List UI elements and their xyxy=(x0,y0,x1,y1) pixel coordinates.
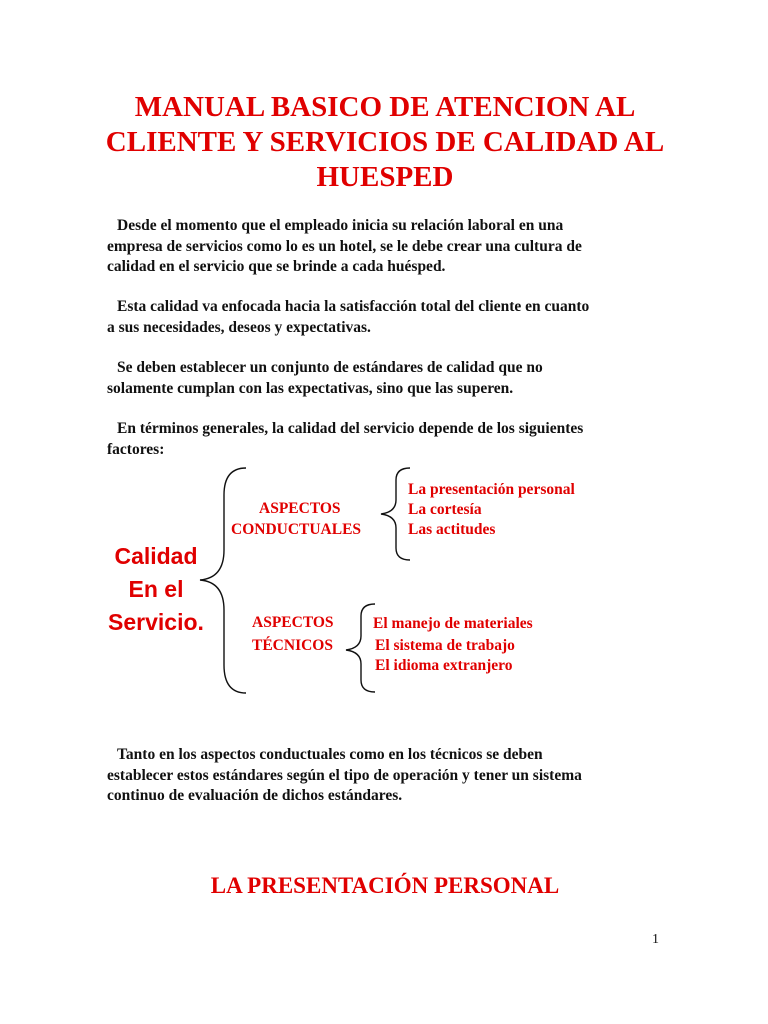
paragraph-line: solamente cumplan con las expectativas, sino que las superen. xyxy=(107,379,514,397)
behavioral-label-line: CONDUCTUALES xyxy=(231,521,362,538)
root-line: Servicio. xyxy=(108,609,204,635)
paragraph-line: En términos generales, la calidad del servicio depende de los siguientes xyxy=(117,420,584,437)
title-line: CLIENTE Y SERVICIOS DE CALIDAD AL xyxy=(105,126,665,158)
title-line: HUESPED xyxy=(316,161,454,193)
technical-label-line: ASPECTOS xyxy=(252,614,334,631)
root-line: Calidad xyxy=(114,543,198,569)
technical-item: El sistema de trabajo xyxy=(375,637,515,654)
paragraph-line: empresa de servicios como lo es un hotel, se le debe crear una cultura de xyxy=(107,237,582,255)
behavioral-label-line: ASPECTOS xyxy=(259,500,341,517)
behavioral-item: Las actitudes xyxy=(408,521,496,538)
paragraph-line: Se deben establecer un conjunto de estándares de calidad que no xyxy=(117,359,543,376)
paragraph-line: Esta calidad va enfocada hacia la satisfacción total del cliente en cuanto xyxy=(117,298,590,315)
paragraph-line: Desde el momento que el empleado inicia su relación laboral en una xyxy=(117,217,564,234)
technical-brace xyxy=(346,604,375,692)
technical-item: El idioma extranjero xyxy=(375,657,513,674)
behavioral-item: La presentación personal xyxy=(408,481,575,498)
closing-paragraph xyxy=(107,745,667,807)
paragraph-line: factores: xyxy=(107,440,165,458)
paragraph-line: a sus necesidades, deseos y expectativas. xyxy=(107,318,371,336)
diagram-root xyxy=(104,540,208,639)
technical-label-line: TÉCNICOS xyxy=(252,637,333,654)
paragraph-line: continuo de evaluación de dichos estándares. xyxy=(107,787,403,804)
paragraph-line: establecer estos estándares según el tipo de operación y tener un sistema xyxy=(107,766,582,784)
paragraph-line: calidad en el servicio que se brinde a cada huésped. xyxy=(107,258,446,275)
behavioral-item: La cortesía xyxy=(408,501,482,518)
paragraph-line: Tanto en los aspectos conductuales como en los técnicos se deben xyxy=(117,746,543,763)
technical-item: El manejo de materiales xyxy=(373,615,533,632)
behavioral-brace xyxy=(381,468,410,560)
section-title: LA PRESENTACIÓN PERSONAL xyxy=(210,873,560,898)
root-line: En el xyxy=(128,576,184,602)
title-line: MANUAL BASICO DE ATENCION AL xyxy=(134,91,636,123)
page-number: 1 xyxy=(652,932,659,947)
